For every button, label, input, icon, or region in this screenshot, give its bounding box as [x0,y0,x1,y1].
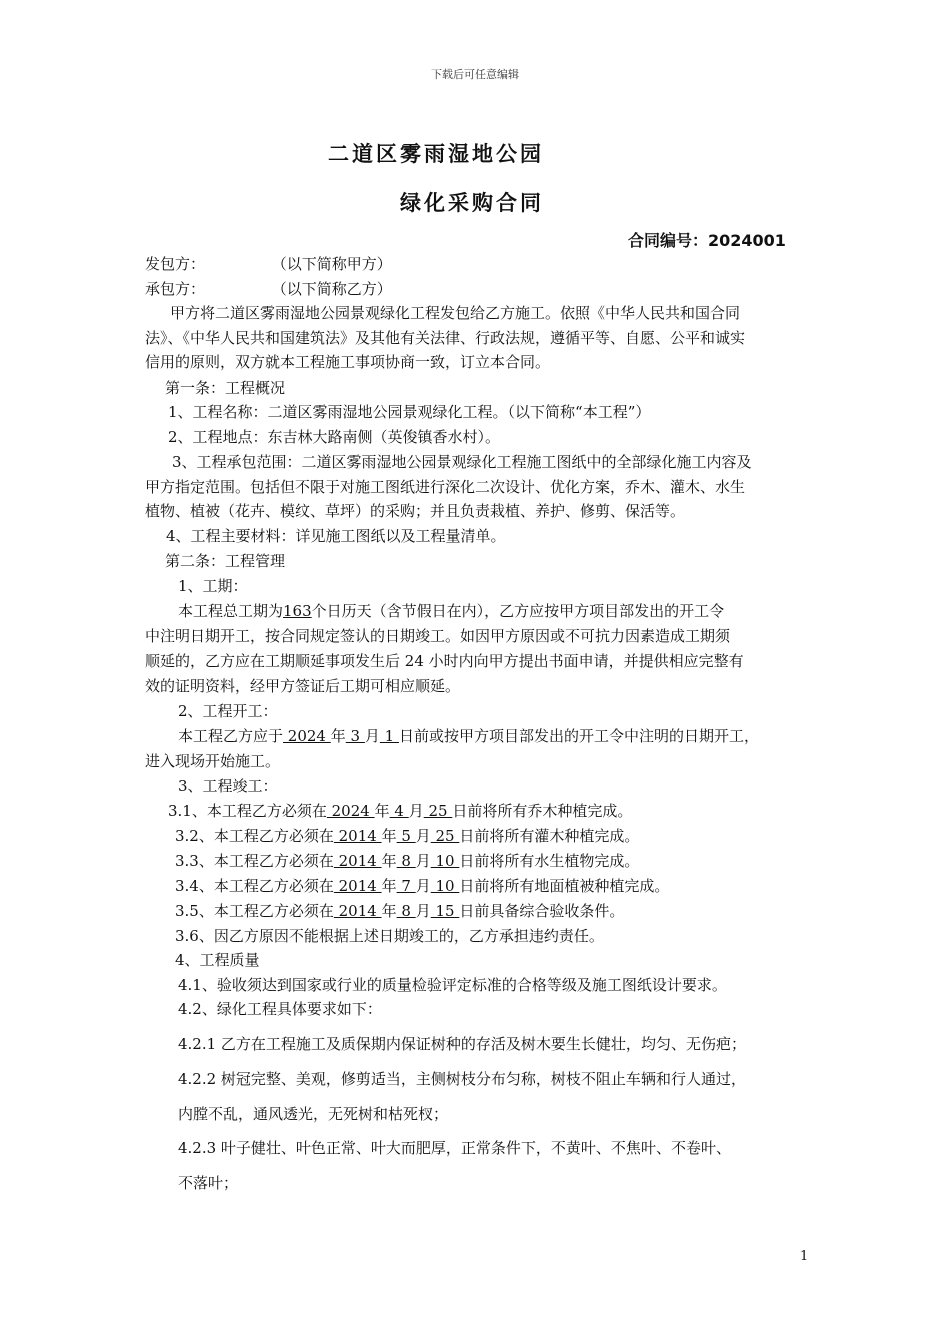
completion-month: 8 [396,852,416,870]
completion-year: 2014 [333,902,382,920]
period-days-value: 163 [283,602,312,620]
article1-item3-line1: 3、工程承包范围：二道区雾雨湿地公园景观绿化工程施工图纸中的全部绿化施工内容及 [172,453,752,471]
completion-prefix: 3.2、本工程乙方必须在 [175,827,334,845]
year-label: 年 [381,902,397,920]
article1-item4: 4、工程主要材料：详见施工图纸以及工程量清单。 [166,527,506,545]
article1-heading: 第一条：工程概况 [165,379,286,397]
year-label: 年 [381,852,397,870]
period-line4: 效的证明资料，经甲方签证后工期可相应顺延。 [145,677,461,695]
completion-item-1 [168,800,632,821]
completion-suffix: 日前将所有乔木种植完成。 [452,802,633,820]
period-text-b: 个日历天（含节假日在内），乙方应按甲方项目部发出的开工令 [311,602,725,620]
period-heading: 1、工期： [178,577,248,595]
period-line2: 中注明日期开工，按合同规定签认的日期竣工。如因甲方原因或不可抗力因素造成工期须 [145,627,731,645]
completion-prefix: 3.3、本工程乙方必须在 [175,852,334,870]
year-label: 年 [381,877,397,895]
completion-month: 8 [396,902,416,920]
completion-heading: 3、工程竣工： [178,777,278,795]
article1-item3-line3: 植物、植被（花卉、模纹、草坪）的采购；并且负责栽植、养护、修剪、保活等。 [145,502,686,520]
quality-4-2-1: 4.2.1 乙方在工程施工及质保期内保证树种的存活及树木要生长健壮，均匀、无伤疤； [178,1035,746,1053]
year-label: 年 [374,802,390,820]
start-year-label: 年 [330,727,346,745]
preamble-line-2: 法》、《中华人民共和国建筑法》及其他有关法律、行政法规，遵循平等、自愿、公平和诚实 [145,329,746,347]
start-month: 3 [345,727,365,745]
month-label: 月 [408,802,424,820]
start-text-a: 本工程乙方应于 [178,727,284,745]
month-label: 月 [415,902,431,920]
article1-item1: 1、工程名称：二道区雾雨湿地公园景观绿化工程。（以下简称“本工程”） [168,403,651,421]
contract-number: 合同编号：2024001 [628,231,786,250]
start-text-b: 日前或按甲方项目部发出的开工令中注明的日期开工， [398,727,759,745]
quality-4-2-3-line1: 4.2.3 叶子健壮、叶色正常、叶大而肥厚，正常条件下，不黄叶、不焦叶、不卷叶、 [178,1139,731,1157]
employer-party: 发包方： （以下简称甲方） [145,255,392,273]
start-month-label: 月 [364,727,380,745]
completion-item-5 [175,900,624,921]
start-heading: 2、工程开工： [178,702,278,720]
completion-prefix: 3.1、本工程乙方必须在 [168,802,327,820]
preamble-line-1: 甲方将二道区雾雨湿地公园景观绿化工程发包给乙方施工。依照《中华人民共和国合同 [170,304,741,322]
completion-item-4 [175,875,669,896]
completion-month: 5 [396,827,416,845]
completion-suffix: 日前具备综合验收条件。 [459,902,625,920]
month-label: 月 [415,827,431,845]
preamble-line-3: 信用的原则，双方就本工程施工事项协商一致，订立本合同。 [145,353,551,371]
period-line3: 顺延的，乙方应在工期顺延事项发生后 24 小时内向甲方提出书面申请，并提供相应完整有 [145,652,744,670]
completion-year: 2014 [333,827,382,845]
start-day: 1 [379,727,399,745]
completion-prefix: 3.5、本工程乙方必须在 [175,902,334,920]
completion-item-6: 3.6、因乙方原因不能根据上述日期竣工的，乙方承担违约责任。 [175,927,604,945]
completion-suffix: 日前将所有水生植物完成。 [459,852,640,870]
start-line1 [178,725,759,746]
article1-item2: 2、工程地点：东吉林大路南侧（英俊镇香水村）。 [168,428,501,446]
completion-month: 7 [396,877,416,895]
completion-suffix: 日前将所有灌木种植完成。 [459,827,640,845]
quality-4-2-2-line1: 4.2.2 树冠完整、美观，修剪适当，主侧树枝分布匀称，树枝不阻止车辆和行人通过， [178,1070,746,1088]
completion-item-3 [175,850,639,871]
completion-year: 2014 [333,877,382,895]
document-title-line2: 绿化采购合同 [400,191,544,215]
quality-heading: 4、工程质量 [175,951,260,969]
month-label: 月 [415,877,431,895]
quality-4-2-2-line2: 内膛不乱，通风透光，无死树和枯死杈； [178,1105,449,1123]
period-text-a: 本工程总工期为 [178,602,284,620]
completion-day: 10 [430,877,460,895]
completion-item-2 [175,825,639,846]
completion-suffix: 日前将所有地面植被种植完成。 [459,877,670,895]
completion-day: 15 [430,902,460,920]
document-title-line1: 二道区雾雨湿地公园 [328,142,544,166]
header-note: 下载后可任意编辑 [431,68,519,81]
period-line1 [178,600,724,621]
contractor-party: 承包方： （以下简称乙方） [145,280,392,298]
article1-item3-line2: 甲方指定范围。包括但不限于对施工图纸进行深化二次设计、优化方案，乔木、灌木、水生 [145,478,746,496]
start-line2: 进入现场开始施工。 [145,752,281,770]
completion-day: 25 [430,827,460,845]
completion-month: 4 [389,802,409,820]
page-number: 1 [800,1249,809,1264]
quality-4-2: 4.2、绿化工程具体要求如下： [178,1000,382,1018]
completion-day: 25 [423,802,453,820]
start-year: 2024 [283,727,331,745]
completion-year: 2024 [326,802,375,820]
year-label: 年 [381,827,397,845]
article2-heading: 第二条：工程管理 [165,552,286,570]
quality-4-1: 4.1、验收须达到国家或行业的质量检验评定标准的合格等级及施工图纸设计要求。 [178,976,727,994]
month-label: 月 [415,852,431,870]
completion-day: 10 [430,852,460,870]
completion-prefix: 3.4、本工程乙方必须在 [175,877,334,895]
completion-year: 2014 [333,852,382,870]
quality-4-2-3-line2: 不落叶； [178,1174,239,1192]
